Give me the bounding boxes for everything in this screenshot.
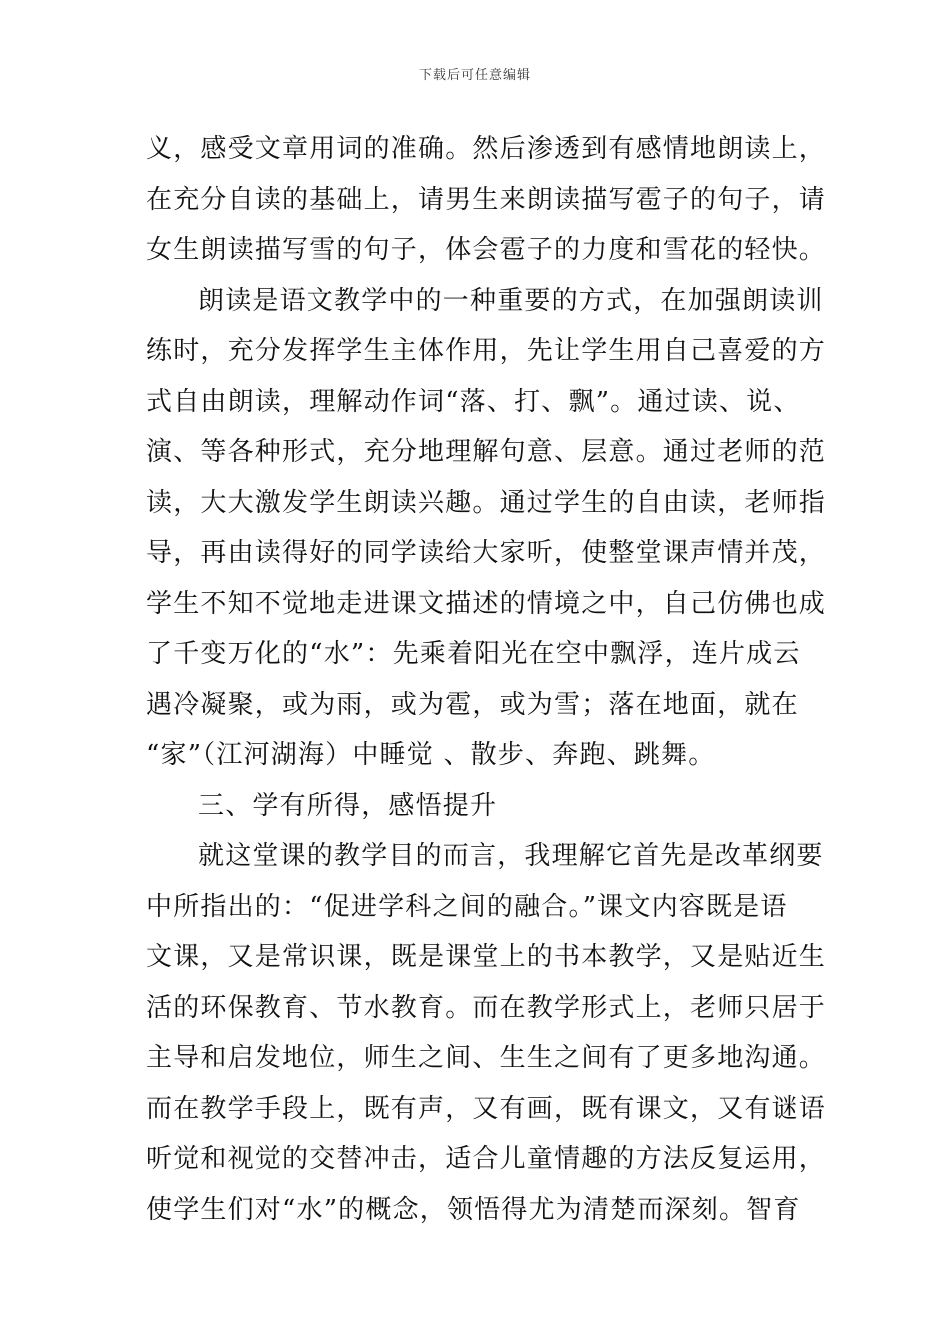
text-line: 主导和启发地位，师生之间、生生之间有了更多地沟通。 [146,1043,827,1073]
paragraph-first-line: 朗读是语文教学中的一种重要的方式，在加强朗读训 [198,285,824,316]
text-line: 读，大大激发学生朗读兴趣。通过学生的自由读，老师指 [146,487,827,518]
document-body [146,124,827,1235]
text-line: 文课，又是常识课，既是课堂上的书本教学，又是贴近生 [146,942,827,972]
text-line: 在充分自读的基础上，请男生来朗读描写雹子的句子，请 [146,184,827,215]
text-line: 义，感受文章用词的准确。然后渗透到有感情地朗读上， [146,134,827,164]
text-line: 使学生们对“水”的概念，领悟得尤为清楚而深刻。智育 [146,1194,801,1225]
text-line: 中所指出的：“促进学科之间的融合。”课文内容既是语 [146,891,788,922]
page-header: 下载后可任意编辑 [418,68,531,83]
text-line: 了千变万化的“水”：先乘着阳光在空中飘浮，连片成云 [146,639,801,669]
text-line: “家”（江河湖海）中睡觉 、散步、奔跑、跳舞。 [146,740,716,770]
paragraph-first-line: 就这堂课的教学目的而言，我理解它首先是改革纲要 [198,841,824,871]
text-line: 导，再由读得好的同学读给大家听，使整堂课声情并茂， [146,538,827,568]
section-heading: 三、学有所得，感悟提升 [198,790,498,821]
text-line: 而在教学手段上，既有声，又有画，既有课文，又有谜语 [146,1093,827,1124]
text-line: 演、等各种形式，充分地理解句意、层意。通过老师的范 [146,437,827,467]
text-line: 练时，充分发挥学生主体作用，先让学生用自己喜爱的方 [146,336,827,366]
text-line: 式自由朗读，理解动作词“落、打、飘”。通过读、说、 [146,386,801,417]
text-line: 听觉和视觉的交替冲击，适合儿童情趣的方法反复运用， [146,1144,827,1174]
text-line: 活的环保教育、节水教育。而在教学形式上，老师只居于 [146,992,827,1023]
text-line: 学生不知不觉地走进课文描述的情境之中，自己仿佛也成 [146,588,827,619]
text-line: 遇冷凝聚，或为雨，或为雹，或为雪；落在地面，就在 [146,689,799,720]
text-line: 女生朗读描写雪的句子，体会雹子的力度和雪花的轻快。 [146,235,827,265]
